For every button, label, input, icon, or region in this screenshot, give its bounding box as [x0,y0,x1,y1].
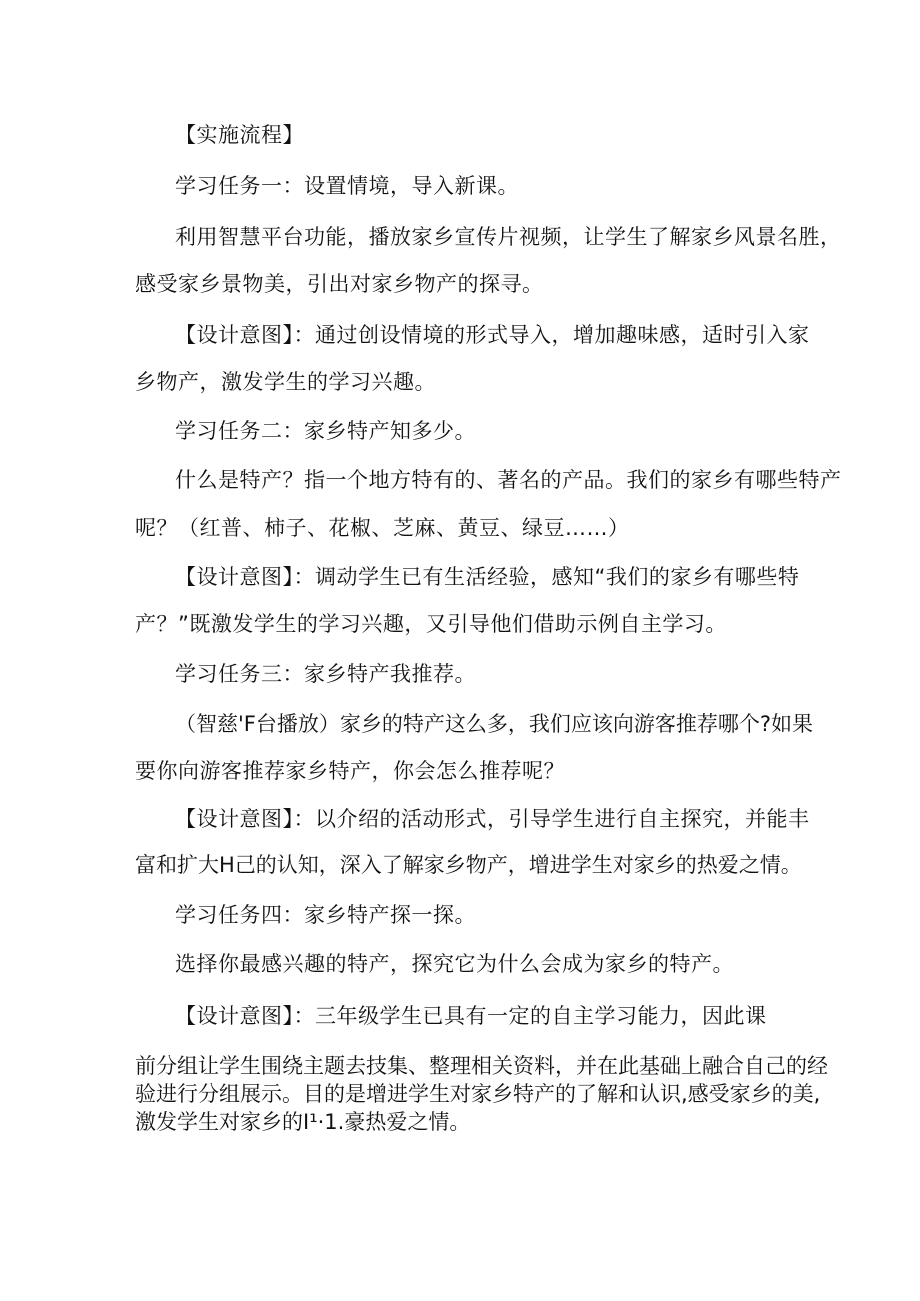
task1-body-line2: 感受家乡景物美，引出对家乡物产的探寻。 [135,272,544,296]
task4-title: 学习任务四：家乡特产探一探。 [175,903,476,927]
section-heading: 【实施流程】 [175,123,304,147]
task3-body-line2: 要你向游客推荐家乡特产，你会怎么推荐呢？ [135,759,565,783]
task1-intent-line2: 乡物产，激发学生的学习兴趣。 [135,370,436,394]
task4-intent-line4: 激发学生对家乡的I¹·1.豪热爱之情。 [135,1110,471,1134]
task4-intent-line1: 【设计意图】：三年级学生已具有一定的自主学习能力，因此课 [175,1004,767,1028]
task3-title: 学习任务三：家乡特产我推荐。 [175,662,476,686]
task1-title: 学习任务一：设置情境，导入新课。 [175,174,519,198]
task2-body-line2: 呢？（红普、柿子、花椒、芝麻、黄豆、绿豆……） [135,516,630,540]
task2-intent-line1: 【设计意图】：调动学生已有生活经验，感知“我们的家乡有哪些特 [175,565,800,589]
task2-body-line1: 什么是特产？指一个地方特有的、著名的产品。我们的家乡有哪些特产 [175,468,842,492]
task4-body-line1: 选择你最感兴趣的特产，探究它为什么会成为家乡的特产。 [175,952,734,976]
task1-body-line1: 利用智慧平台功能，播放家乡宣传片视频，让学生了解家乡风景名胜， [175,225,842,249]
task3-intent-line2: 富和扩大H己的认知，深入了解家乡物产，增进学生对家乡的热爱之情。 [135,853,802,877]
task2-intent-line2: 产？”既激发学生的学习兴趣，又引导他们借助示例自主学习。 [135,612,727,636]
task4-intent-line2: 前分组让学生围绕主题去技集、整理相关资料，并在此基础上融合自己的经 [135,1054,828,1078]
task1-intent-line1: 【设计意图】：通过创设情境的形式导入，增加趣味感，适时引入家 [175,323,810,347]
task2-title: 学习任务二：家乡特产知多少。 [175,419,476,443]
task3-intent-line1: 【设计意图】：以介绍的活动形式，引导学生进行自主探究，并能丰 [175,807,810,831]
task3-body-line1: （智慈'F台播放）家乡的特产这么多，我们应该向游客推荐哪个?如果 [175,712,813,736]
task4-intent-line3: 验进行分组展示。目的是增进学生对家乡特产的了解和认识,感受家乡的美, [135,1082,821,1106]
